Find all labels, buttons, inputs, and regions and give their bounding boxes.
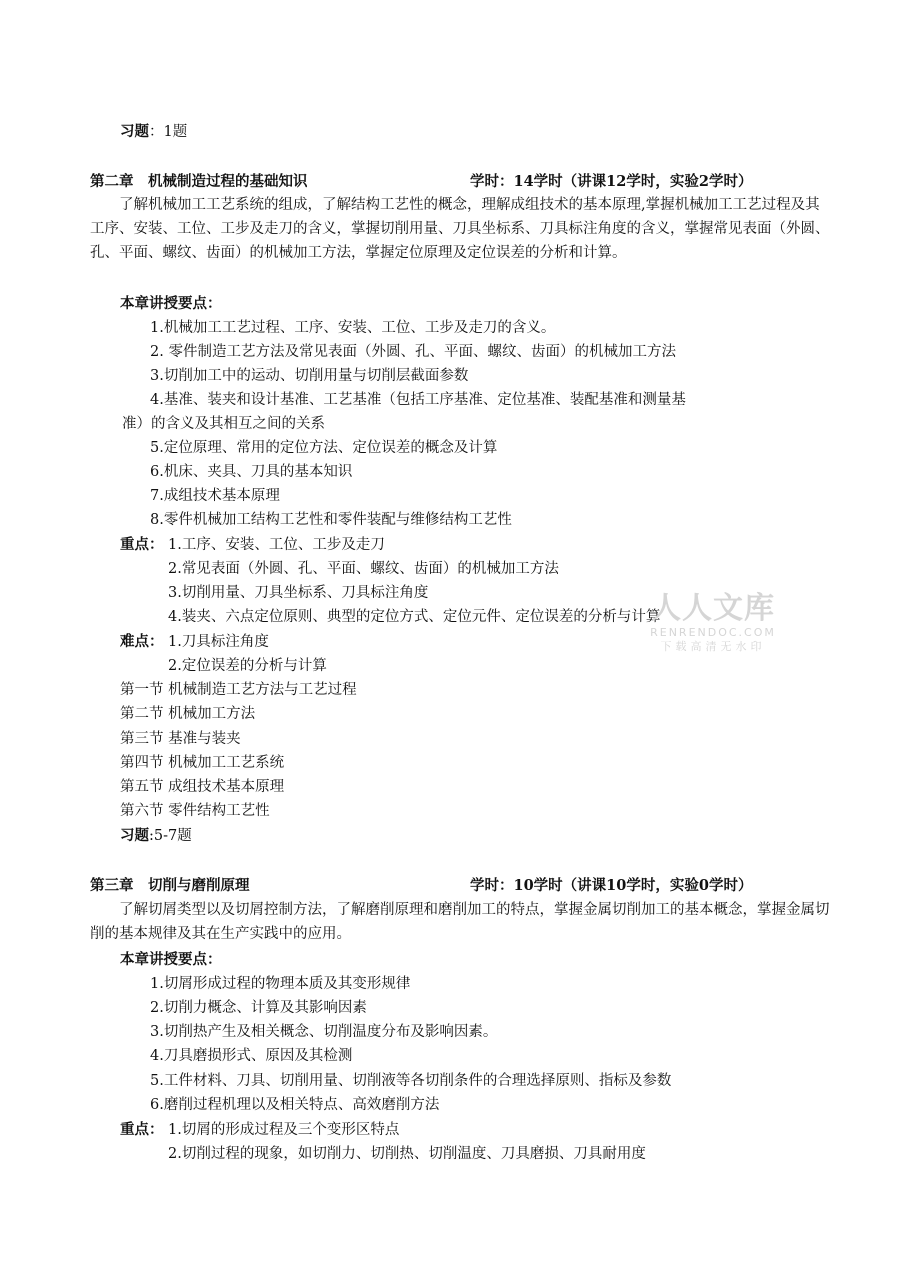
ch2-point-3: 3.切削加工中的运动、切削用量与切削层截面参数 bbox=[150, 368, 469, 384]
ch2-section-1: 第一节 机械制造工艺方法与工艺过程 bbox=[120, 682, 357, 698]
ch2-point-4-cont: 准）的含义及其相互之间的关系 bbox=[122, 416, 325, 432]
ch2-point-1: 1.机械加工工艺过程、工序、安装、工位、工步及走刀的含义。 bbox=[150, 320, 556, 336]
ch2-point-5: 5.定位原理、常用的定位方法、定位误差的概念及计算 bbox=[150, 440, 498, 456]
ch3-key-2: 2.切削过程的现象，如切削力、切削热、切削温度、刀具磨损、刀具耐用度 bbox=[168, 1146, 646, 1162]
ch2-section-3: 第三节 基准与装夹 bbox=[120, 731, 241, 747]
ch2-diff-1: 1.刀具标注角度 bbox=[168, 634, 269, 650]
ch2-title: 第二章 机械制造过程的基础知识 bbox=[90, 173, 308, 190]
ch2-section-5: 第五节 成组技术基本原理 bbox=[120, 779, 285, 795]
ch1-exercise-value: ：1题 bbox=[149, 124, 188, 140]
ch2-point-4: 4.基准、装夹和设计基准、工艺基准（包括工序基准、定位基准、装配基准和测量基 bbox=[150, 392, 686, 408]
ch2-section-4: 第四节 机械加工工艺系统 bbox=[120, 755, 285, 771]
ch3-hours: 学时：10学时（讲课10学时，实验0学时） bbox=[470, 877, 753, 894]
ch3-point-5: 5.工件材料、刀具、切削用量、切削液等各切削条件的合理选择原则、指标及参数 bbox=[150, 1073, 672, 1089]
ch2-key-label: 重点： bbox=[120, 536, 164, 553]
ch1-exercise bbox=[120, 122, 187, 142]
ch1-exercise-label: 习题 bbox=[120, 123, 149, 140]
ch2-key-1: 1.工序、安装、工位、工步及走刀 bbox=[168, 537, 385, 553]
ch3-title: 第三章 切削与磨削原理 bbox=[90, 877, 250, 894]
ch2-exercise-value: :5-7题 bbox=[149, 828, 192, 844]
ch2-point-2: 2. 零件制造工艺方法及常见表面（外圆、孔、平面、螺纹、齿面）的机械加工方法 bbox=[150, 344, 676, 360]
ch2-intro: 了解机械加工工艺系统的组成，了解结构工艺性的概念，理解成组技术的基本原理,掌握机械加工工艺过程及其工序、安装、工位、工步及走刀的含义，掌握切削用量、刀具坐标系、刀具标注角度的含义，掌握常见表面（外圆、孔、平面、螺纹、齿面）的机械加工方法，掌握定位原理及定位误差的分析和计算。 bbox=[90, 197, 830, 261]
ch3-point-1: 1.切屑形成过程的物理本质及其变形规律 bbox=[150, 976, 411, 992]
ch2-points-heading: 本章讲授要点： bbox=[120, 295, 222, 312]
watermark-url: RENRENDOC.COM bbox=[650, 626, 776, 639]
ch3-point-4: 4.刀具磨损形式、原因及其检测 bbox=[150, 1048, 353, 1064]
ch2-key-2: 2.常见表面（外圆、孔、平面、螺纹、齿面）的机械加工方法 bbox=[168, 561, 559, 577]
ch2-point-8: 8.零件机械加工结构工艺性和零件装配与维修结构工艺性 bbox=[150, 512, 512, 528]
watermark bbox=[648, 592, 778, 654]
ch2-key-4: 4.装夹、六点定位原则、典型的定位方式、定位元件、定位误差的分析与计算 bbox=[168, 609, 661, 625]
ch3-points-heading: 本章讲授要点： bbox=[120, 951, 222, 968]
ch2-point-7: 7.成组技术基本原理 bbox=[150, 488, 280, 504]
ch3-intro: 了解切屑类型以及切屑控制方法，了解磨削原理和磨削加工的特点，掌握金属切削加工的基本概念，掌握金属切削的基本规律及其在生产实践中的应用。 bbox=[90, 902, 830, 942]
ch2-key-3: 3.切削用量、刀具坐标系、刀具标注角度 bbox=[168, 585, 429, 601]
ch2-hours: 学时：14学时（讲课12学时，实验2学时） bbox=[470, 173, 753, 190]
ch2-diff-label: 难点： bbox=[120, 633, 164, 650]
ch3-key-1: 1.切屑的形成过程及三个变形区特点 bbox=[168, 1122, 400, 1138]
ch3-point-6: 6.磨削过程机理以及相关特点、高效磨削方法 bbox=[150, 1097, 440, 1113]
ch3-key-label: 重点： bbox=[120, 1121, 164, 1138]
ch2-exercise bbox=[120, 826, 192, 846]
ch2-section-2: 第二节 机械加工方法 bbox=[120, 706, 256, 722]
watermark-caption: 下载高清无水印 bbox=[660, 640, 766, 653]
ch2-diff-2: 2.定位误差的分析与计算 bbox=[168, 658, 327, 674]
ch3-point-2: 2.切削力概念、计算及其影响因素 bbox=[150, 1000, 367, 1016]
ch2-section-6: 第六节 零件结构工艺性 bbox=[120, 803, 270, 819]
ch3-point-3: 3.切削热产生及相关概念、切削温度分布及影响因素。 bbox=[150, 1024, 498, 1040]
watermark-main: 人人文库 bbox=[651, 591, 775, 626]
ch2-exercise-label: 习题 bbox=[120, 827, 149, 844]
ch2-point-6: 6.机床、夹具、刀具的基本知识 bbox=[150, 464, 353, 480]
